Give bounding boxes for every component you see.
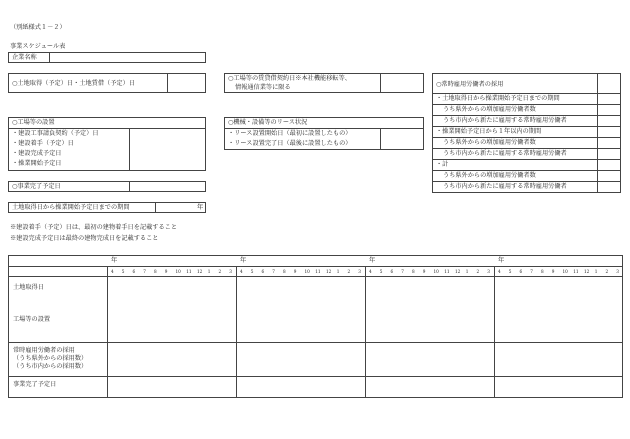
employment-row-rule [433,137,620,138]
month-label: 10 [175,269,181,274]
factory-value-divider [129,128,130,170]
month-label: 10 [304,269,310,274]
company-name-label: 企業名称 [12,54,37,61]
schedule-table [8,255,623,398]
month-label: 9 [164,269,168,274]
employment-row-label: ・計 [436,161,449,168]
form-number: （別紙様式１－２） [10,24,66,31]
employment-row-rule [433,181,620,182]
factory-item: ・建設着手（予定）日 [12,140,74,147]
employment-row-label: ・操業開始予定日から１年以内の期間 [436,128,542,135]
lease-contract-box [224,73,424,93]
year-divider [494,266,495,397]
month-label: 8 [541,269,544,274]
month-label: 10 [562,269,568,274]
month-label: 2 [347,269,351,274]
month-label: 5 [250,269,254,274]
month-label: 12 [584,269,590,274]
employment-value-divider [597,74,598,192]
employment-row-rule [433,115,620,116]
schedule-row-rule [9,376,622,377]
month-label: 2 [476,269,480,274]
month-label: 11 [444,269,450,274]
company-name-divider [49,53,50,62]
factory-installation-box [8,117,206,171]
month-label: 3 [229,269,232,274]
month-label: 1 [207,269,211,274]
month-label: 10 [433,269,439,274]
employment-row-rule [433,170,620,171]
month-label: 12 [197,269,203,274]
factory-item: ・操業開始予定日 [12,160,62,167]
land-acquisition-label: ○土地取得（予定）日・土地賃借（予定）日 [12,80,135,87]
month-label: 6 [261,269,265,274]
month-label: 4 [240,269,243,274]
month-label: 3 [616,269,619,274]
month-label: 8 [283,269,286,274]
lease-contract-divider [380,74,381,92]
period-box [8,202,206,213]
schedule-row-label: 土地取得日 [13,284,44,291]
month-label: 4 [111,269,114,274]
equipment-lease-box [224,117,424,150]
factory-heading-rule [9,128,205,129]
schedule-row-label: 常時雇用労働者の採用 [13,347,75,354]
equipment-item: ・リース設置開始日（最初に設置したもの） [228,130,352,137]
month-label: 1 [594,269,598,274]
schedule-row-rule [9,342,622,343]
year-label: 年 [111,257,118,264]
month-label: 8 [412,269,415,274]
month-label: 6 [132,269,136,274]
month-label: 11 [315,269,321,274]
month-label: 3 [487,269,490,274]
month-label: 7 [143,269,146,274]
month-label: 6 [519,269,523,274]
employment-row-label: うち県外からの増加雇用労働者数 [443,106,536,113]
land-acquisition-box [8,73,206,93]
note-line: ※建設着手（予定）日は、最初の建物着手日を記載すること [10,224,178,231]
month-label: 3 [358,269,361,274]
year-label: 年 [498,257,505,264]
employment-row-rule [433,126,620,127]
lease-contract-line1: ○工場等の賃貸借契約日※本社機能移転等、 [228,75,351,82]
equipment-heading-rule [225,128,423,129]
lease-contract-line2: 情報通信業等に限る [235,84,291,91]
employment-row-label: ・土地取得日から操業開始予定日までの期間 [436,95,560,102]
month-label: 1 [465,269,469,274]
employment-row-label: うち市内から新たに雇用する常時雇用労働者 [443,150,567,157]
month-label: 6 [390,269,394,274]
month-label: 9 [293,269,297,274]
completion-date-label: ○事業完了予定日 [12,183,61,190]
month-label: 5 [121,269,125,274]
month-label: 5 [379,269,383,274]
month-label: 4 [498,269,501,274]
schedule-header-rule-1 [9,266,622,267]
employment-row-label: うち市内から新たに雇用する常時雇用労働者 [443,117,567,124]
month-label: 9 [551,269,555,274]
note-line: ※建設完成予定日は最終の建物完成日を記載すること [10,235,159,242]
schedule-header-rule-2 [9,276,622,277]
month-label: 2 [218,269,222,274]
employment-row-rule [433,159,620,160]
month-label: 12 [326,269,332,274]
schedule-row-label: 事業完了予定日 [13,381,57,388]
year-divider [236,266,237,397]
employment-row-rule [433,104,620,105]
month-label: 4 [369,269,372,274]
period-divider [155,203,156,212]
month-label: 7 [530,269,533,274]
month-label: 1 [336,269,340,274]
schedule-row-label: （うち県外からの採用数） [13,355,88,362]
employment-heading-rule [433,93,620,94]
employment-table [432,73,621,193]
schedule-row-label: （うち市内からの採用数） [13,363,88,370]
employment-row-label: うち市内から新たに雇用する常時雇用労働者 [443,183,567,190]
factory-heading: ○工場等の設置 [12,119,55,126]
period-unit: 年 [197,204,204,211]
schedule-row-label: 工場等の設置 [13,316,51,323]
completion-date-box [8,181,206,192]
month-label: 7 [401,269,404,274]
equipment-heading: ○機械・設備等のリース状況 [228,119,308,126]
period-label: 土地取得日から操業開始予定日までの期間 [12,204,130,211]
month-label: 11 [573,269,579,274]
year-label: 年 [240,257,247,264]
month-label: 8 [154,269,157,274]
employment-row-label: うち県外からの増加雇用労働者数 [443,139,536,146]
factory-item: ・建設完成予定日 [12,150,62,157]
equipment-item: ・リース設置完了日（最後に設置したもの） [228,140,352,147]
employment-heading: ○常時雇用労働者の採用 [436,81,504,88]
schedule-label-divider [107,266,108,397]
month-label: 12 [455,269,461,274]
equipment-value-divider [380,128,381,149]
page-title: 事業スケジュール表 [10,43,66,50]
employment-row-label: うち県外からの増加雇用労働者数 [443,172,536,179]
month-label: 5 [508,269,512,274]
year-label: 年 [369,257,376,264]
completion-date-divider [129,182,130,191]
year-divider [365,266,366,397]
factory-item: ・建設工事請負契約（予定）日 [12,130,99,137]
month-label: 11 [186,269,192,274]
land-acquisition-divider [167,74,168,92]
month-label: 9 [422,269,426,274]
month-label: 7 [272,269,275,274]
company-name-field[interactable] [8,52,206,63]
month-label: 2 [605,269,609,274]
employment-row-rule [433,148,620,149]
